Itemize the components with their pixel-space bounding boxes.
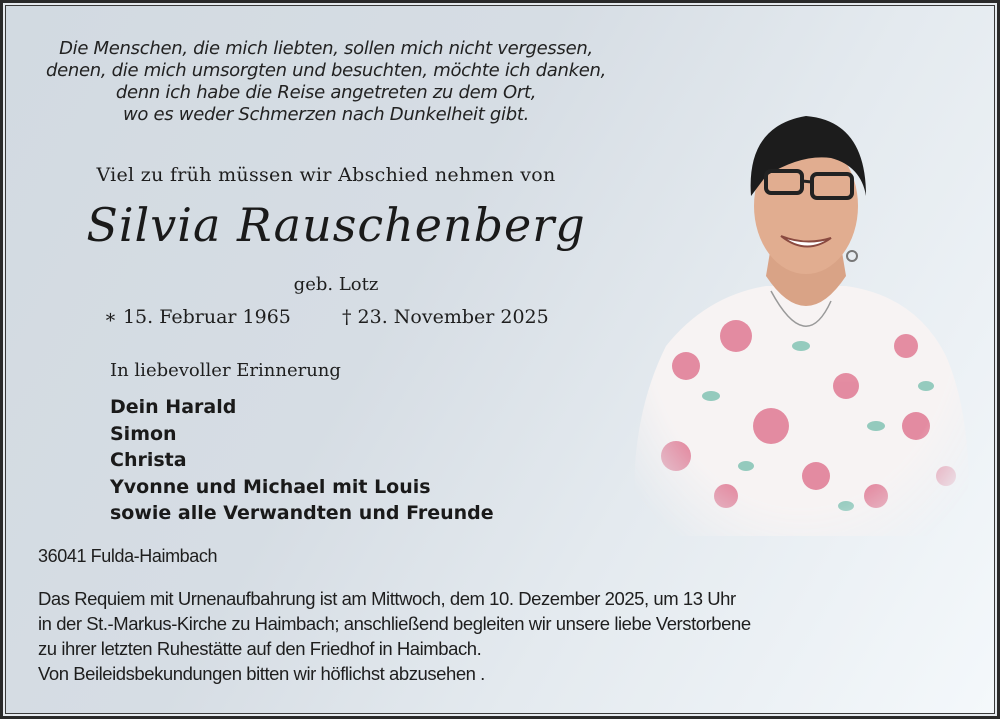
poem xyxy=(6,38,646,126)
birth-date: ∗ 15. Februar 1965 xyxy=(104,306,291,328)
location: 36041 Fulda-Haimbach xyxy=(38,546,218,566)
intro-text: Viel zu früh müssen wir Abschied nehmen von xyxy=(96,164,556,186)
portrait-photo xyxy=(616,96,986,566)
details-line: Von Beileidsbekundungen bitten wir höflichst abzusehen . xyxy=(38,663,485,684)
death-date: † 23. November 2025 xyxy=(342,306,549,328)
poem-line: wo es weder Schmerzen nach Dunkelheit gibt. xyxy=(122,104,530,125)
mourner: Christa xyxy=(110,449,187,471)
details-line: in der St.-Markus-Kirche zu Haimbach; anschließend begleiten wir unsere liebe Verstorbene xyxy=(38,613,751,634)
service-details xyxy=(38,586,751,686)
mourner: Simon xyxy=(110,422,177,445)
birth-name: geb. Lotz xyxy=(293,274,379,295)
details-line: zu ihrer letzten Ruhestätte auf den Friedhof in Haimbach. xyxy=(38,638,482,659)
mourner: sowie alle Verwandten und Freunde xyxy=(110,502,494,524)
mourner: Dein Harald xyxy=(110,396,237,418)
deceased-name: Silvia Rauschenberg xyxy=(86,198,586,252)
mourners-list xyxy=(110,394,494,527)
poem-line: denn ich habe die Reise angetreten zu dem Ort, xyxy=(115,82,537,103)
mourner: Yvonne und Michael mit Louis xyxy=(110,475,431,498)
obituary-card xyxy=(5,5,995,714)
memory-label: In liebevoller Erinnerung xyxy=(110,360,341,381)
obituary-frame xyxy=(3,3,997,716)
poem-line: Die Menschen, die mich liebten, sollen mich nicht vergessen, xyxy=(59,38,593,59)
poem-line: denen, die mich umsorgten und besuchten, möchte ich danken, xyxy=(45,60,607,81)
details-line: Das Requiem mit Urnenaufbahrung ist am Mittwoch, dem 10. Dezember 2025, um 13 Uhr xyxy=(38,588,736,609)
